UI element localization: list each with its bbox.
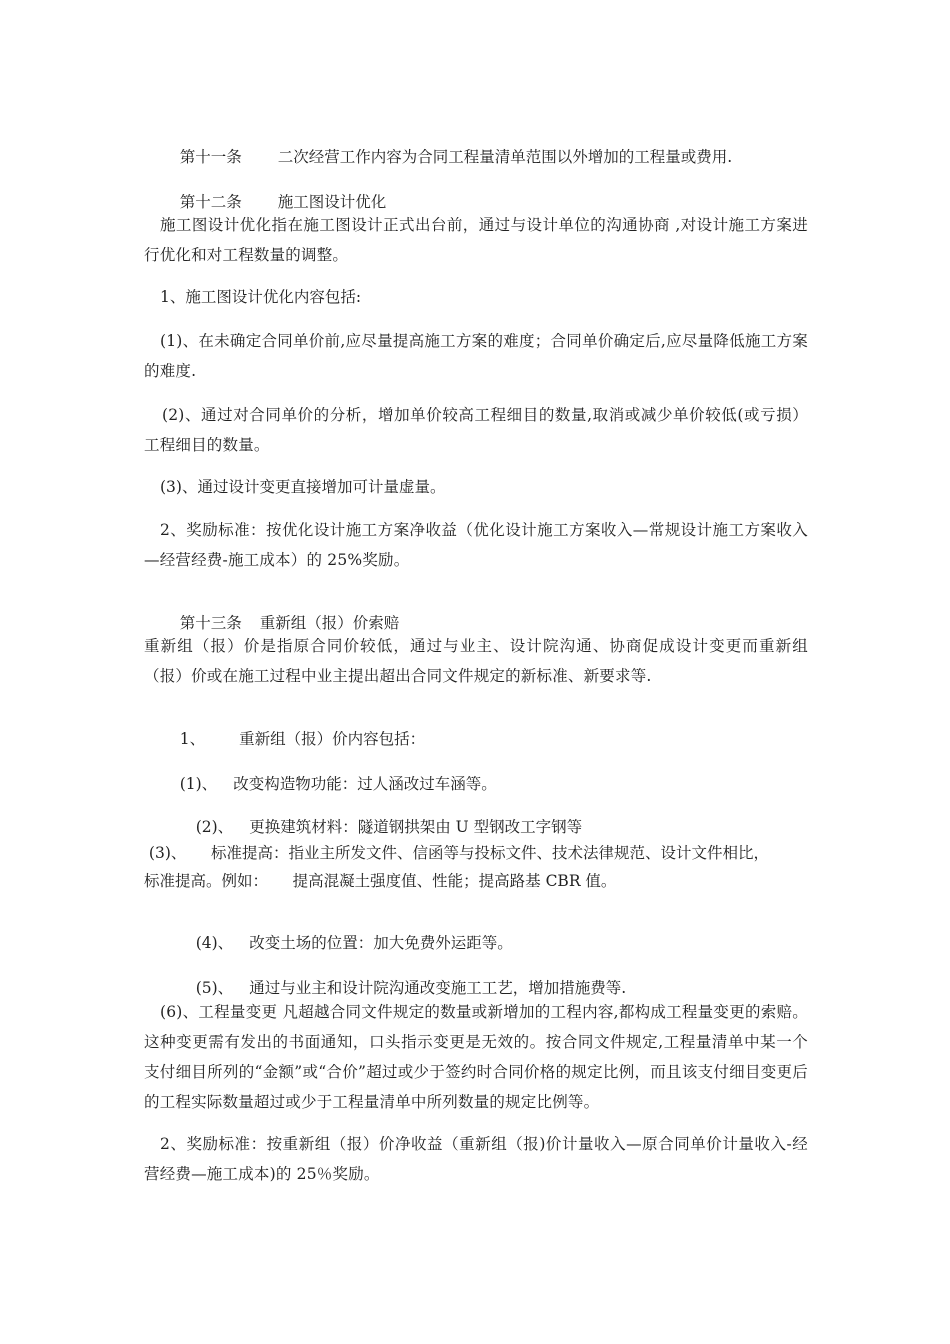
article-13-sub-1-text: 改变构造物功能：过人涵改过车涵等。 bbox=[233, 775, 497, 793]
article-13-sub-4-number: (4)、 bbox=[195, 934, 234, 952]
article-12-sub-2: (2)、通过对合同单价的分析，增加单价较高工程细目的数量,取消或减少单价较低(或亏损）工程细目的数量。 bbox=[144, 406, 808, 454]
article-12-sub-1: (1)、在未确定合同单价前,应尽量提高施工方案的难度；合同单价确定后,应尽量降低施工方案的难度. bbox=[144, 332, 808, 380]
article-11-label: 第十一条 bbox=[179, 148, 242, 166]
article-12-item-1: 1、施工图设计优化内容包括: bbox=[160, 288, 362, 306]
article-12-sub-3: (3)、通过设计变更直接增加可计量虚量。 bbox=[160, 478, 446, 496]
article-13-sub-2-number: (2)、 bbox=[195, 818, 234, 836]
article-13-intro: 重新组（报）价是指原合同价较低，通过与业主、设计院沟通、协商促成设计变更而重新组（报）价或在施工过程中业主提出超出合同文件规定的新标准、新要求等. bbox=[144, 637, 808, 685]
article-13-sub-3-line-2: 标准提高。例如： 提高混凝土强度值、性能；提高路基 CBR 值。 bbox=[144, 872, 617, 890]
article-13-sub-4-text: 改变土场的位置：加大免费外运距等。 bbox=[249, 934, 513, 952]
article-13-label: 第十三条 bbox=[179, 614, 242, 632]
article-13-sub-5-number: (5)、 bbox=[195, 979, 234, 997]
article-12-item-2: 2、奖励标准：按优化设计施工方案净收益（优化设计施工方案收入—常规设计施工方案收入—经营经费-施工成本）的 25%奖励。 bbox=[144, 521, 808, 569]
article-12-title: 施工图设计优化 bbox=[277, 193, 387, 211]
article-12-intro: 施工图设计优化指在施工图设计正式出台前，通过与设计单位的沟通协商 ,对设计施工方案进行优化和对工程数量的调整。 bbox=[144, 216, 808, 264]
article-13-sub-6: (6)、工程量变更 凡超越合同文件规定的数量或新增加的工程内容,都构成工程量变更的索赔。这种变更需有发出的书面通知，口头指示变更是无效的。按合同文件规定,工程量清单中某一个支付细目所列的“金额”或“合价”超过或少于签约时合同价格的规定比例，而且该支付细目变更后的工程实际数量超过或少于工程量清单中所列数量的规定比例等。 bbox=[144, 1003, 808, 1111]
article-12-label: 第十二条 bbox=[179, 193, 242, 211]
article-13-item-1-number: 1、 bbox=[179, 730, 206, 748]
article-13-item-2: 2、奖励标准：按重新组（报）价净收益（重新组（报)价计量收入—原合同单价计量收入-经营经费—施工成本)的 25％奖励。 bbox=[144, 1135, 808, 1183]
article-13-sub-5-text: 通过与业主和设计院沟通改变施工工艺，增加措施费等. bbox=[249, 979, 627, 997]
article-13-sub-2-text: 更换建筑材料：隧道钢拱架由 U 型钢改工字钢等 bbox=[249, 818, 583, 836]
article-13-sub-3-line-1: (3)、 标准提高：指业主所发文件、信函等与投标文件、技术法律规范、设计文件相比， bbox=[144, 844, 770, 862]
article-13-item-1-text: 重新组（报）价内容包括： bbox=[239, 730, 426, 748]
article-13-title: 重新组（报）价索赔 bbox=[259, 614, 400, 632]
article-11-text: 二次经营工作内容为合同工程量清单范围以外增加的工程量或费用. bbox=[277, 148, 733, 166]
article-13-sub-1-number: (1)、 bbox=[179, 775, 218, 793]
